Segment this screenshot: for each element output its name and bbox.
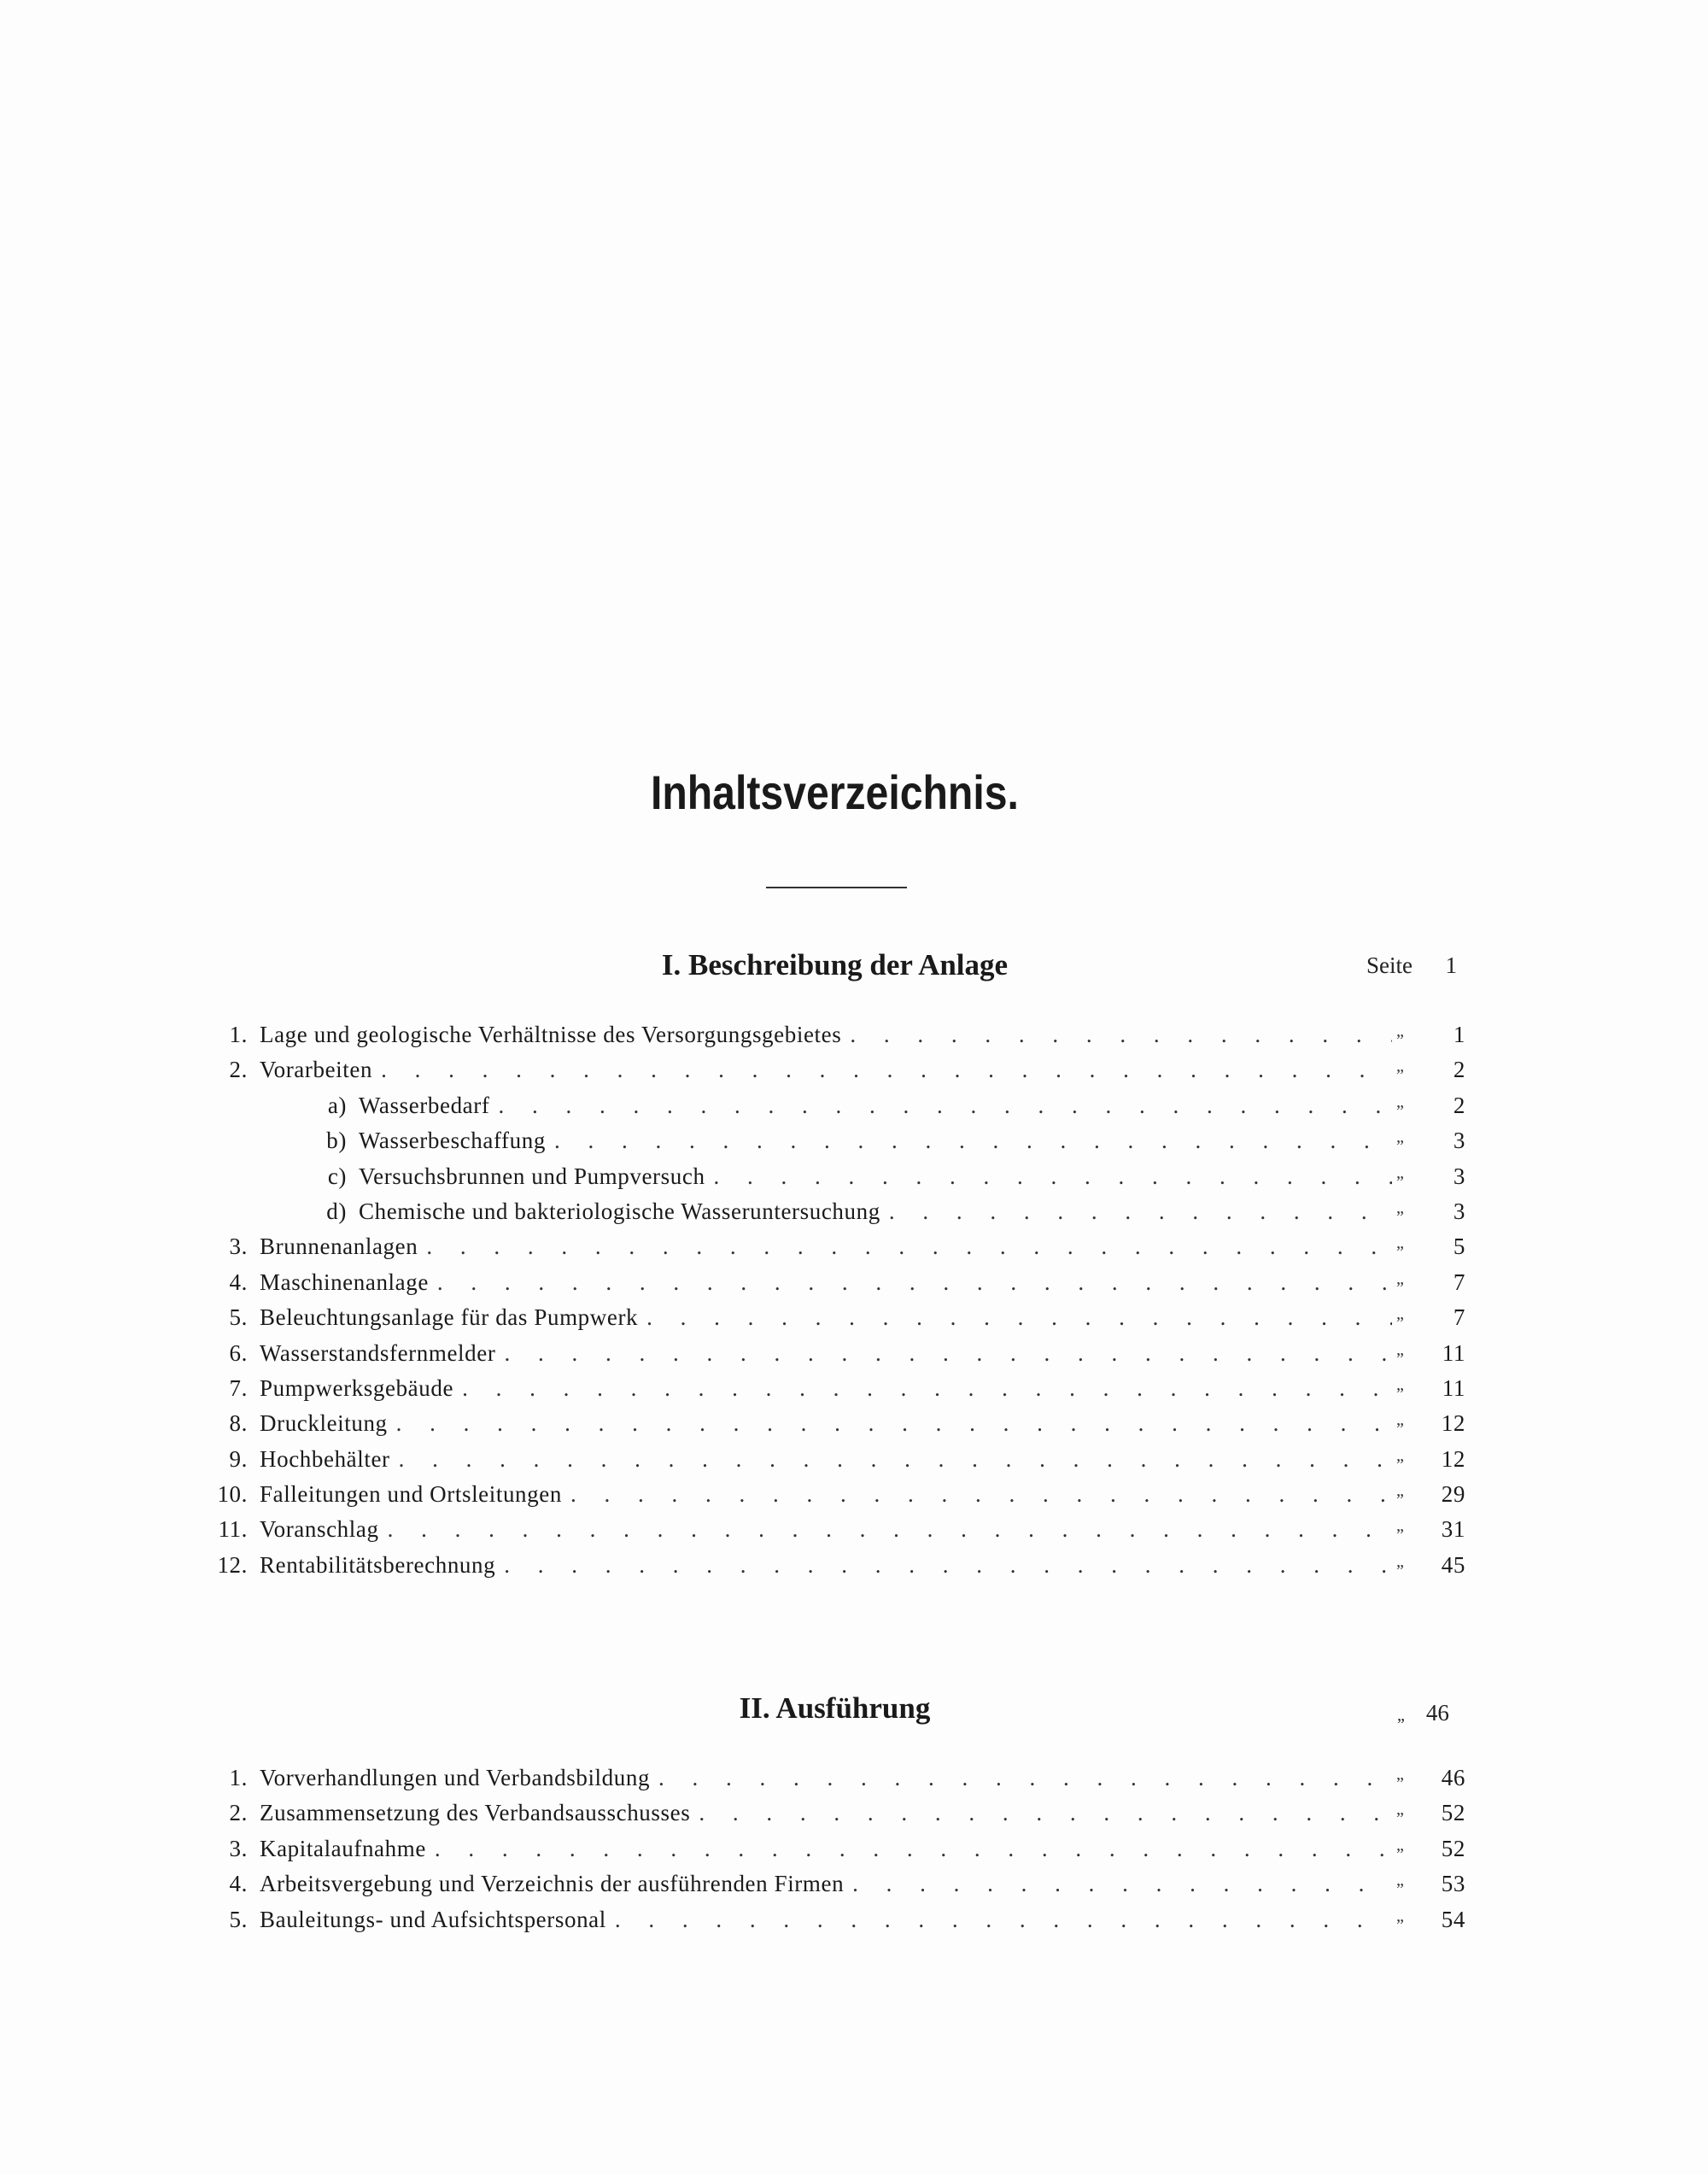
ditto-mark: „ xyxy=(1396,1871,1405,1890)
ditto-mark: „ xyxy=(1396,1057,1405,1076)
toc-entry-page: 46 xyxy=(1441,1765,1465,1790)
toc-entry xyxy=(0,1800,1708,1835)
ditto-mark: „ xyxy=(1396,1269,1405,1288)
dot-leader xyxy=(658,1765,1392,1791)
ditto-mark: „ xyxy=(1396,1516,1405,1536)
toc-entry-number: 11. xyxy=(218,1516,248,1543)
section-heading-1: I. Beschreibung der Anlage xyxy=(661,948,1009,982)
toc-entry-page: 3 xyxy=(1453,1128,1465,1154)
toc-entry-line xyxy=(359,1198,1392,1225)
section-page-number: 46 xyxy=(1425,1700,1449,1726)
dot-leader xyxy=(615,1907,1392,1933)
toc-entry-title: Arbeitsvergebung und Verzeichnis der ausführenden Firmen xyxy=(260,1871,852,1897)
toc-entry-line xyxy=(260,1800,1392,1826)
toc-entry-page: 31 xyxy=(1441,1516,1465,1543)
ditto-mark: „ xyxy=(1396,1339,1405,1359)
dot-leader xyxy=(852,1871,1392,1897)
toc-entry-line xyxy=(260,1516,1392,1543)
toc-entry-number: 7. xyxy=(229,1374,248,1401)
toc-entry-title: Vorarbeiten xyxy=(260,1057,381,1083)
toc-entry-title: Brunnenanlagen xyxy=(260,1233,426,1260)
dot-leader xyxy=(381,1057,1392,1083)
ditto-mark: „ xyxy=(1396,1304,1405,1324)
toc-entry-line xyxy=(260,1765,1392,1791)
dot-leader xyxy=(714,1163,1392,1190)
toc-entry-page: 12 xyxy=(1441,1445,1465,1472)
dot-leader xyxy=(504,1340,1392,1367)
dot-leader xyxy=(435,1836,1392,1862)
toc-entry-number: d) xyxy=(326,1198,347,1224)
toc-entry-page: 5 xyxy=(1453,1233,1465,1260)
toc-entry-page: 3 xyxy=(1453,1163,1465,1189)
toc-entry-number: 2. xyxy=(229,1800,248,1826)
toc-entry-page: 52 xyxy=(1441,1835,1465,1861)
ditto-mark: „ xyxy=(1396,1374,1405,1394)
toc-entry-title: Hochbehälter xyxy=(260,1446,399,1473)
toc-entry-number: 9. xyxy=(229,1445,248,1472)
toc-entry-title: Rentabilitätsberechnung xyxy=(260,1552,504,1579)
toc-entry xyxy=(0,1340,1708,1375)
dot-leader xyxy=(570,1481,1392,1508)
toc-entry-title: Wasserstandsfernmelder xyxy=(260,1340,504,1367)
toc-entry-title: Druckleitung xyxy=(260,1410,396,1437)
toc-entry-number: 6. xyxy=(229,1339,248,1366)
dot-leader xyxy=(399,1446,1392,1473)
ditto-mark: „ xyxy=(1396,1551,1405,1571)
toc-entry xyxy=(0,1552,1708,1587)
toc-entry-title: Bauleitungs- und Aufsichtspersonal xyxy=(260,1907,615,1933)
page-title: Inhaltsverzeichnis. xyxy=(650,765,1019,819)
toc-entry-title: Kapitalaufnahme xyxy=(260,1836,435,1862)
toc-entry-number: 4. xyxy=(229,1871,248,1897)
toc-entry xyxy=(0,1057,1708,1092)
ditto-mark: „ xyxy=(1396,1835,1405,1855)
toc-entry-line xyxy=(260,1233,1392,1260)
toc-entry-number: 4. xyxy=(229,1269,248,1295)
dot-leader xyxy=(699,1800,1392,1826)
toc-entry-line xyxy=(359,1093,1392,1119)
toc-list-section-2 xyxy=(0,1765,1708,1942)
toc-entry xyxy=(0,1304,1708,1339)
section-page-ref-1 xyxy=(1366,952,1457,979)
toc-entry-number: 10. xyxy=(217,1481,248,1508)
toc-entry-page: 53 xyxy=(1441,1871,1465,1897)
toc-entry-number: 5. xyxy=(229,1906,248,1932)
toc-entry xyxy=(0,1128,1708,1163)
toc-entry xyxy=(0,1163,1708,1198)
toc-entry-number: 3. xyxy=(229,1233,248,1260)
toc-entry-page: 29 xyxy=(1441,1481,1465,1508)
toc-entry xyxy=(0,1375,1708,1410)
toc-entry-line xyxy=(359,1128,1392,1154)
toc-entry-number: c) xyxy=(327,1163,347,1189)
toc-entry-number: 1. xyxy=(229,1022,248,1047)
toc-entry-title: Wasserbedarf xyxy=(359,1093,498,1119)
toc-entry xyxy=(0,1269,1708,1304)
toc-entry-line xyxy=(359,1163,1392,1190)
toc-entry-line xyxy=(260,1304,1392,1331)
toc-entry xyxy=(0,1765,1708,1800)
toc-entry-number: 1. xyxy=(229,1765,248,1790)
toc-entry-title: Lage und geologische Verhältnisse des Versorgungsgebietes xyxy=(260,1022,850,1048)
ditto-mark: „ xyxy=(1396,1022,1405,1040)
toc-entry-title: Versuchsbrunnen und Pumpversuch xyxy=(359,1163,714,1190)
toc-entry-line xyxy=(260,1269,1392,1296)
toc-entry-title: Beleuchtungsanlage für das Pumpwerk xyxy=(260,1304,646,1331)
toc-entry-line xyxy=(260,1340,1392,1367)
dot-leader xyxy=(889,1198,1392,1225)
ditto-mark: „ xyxy=(1396,1233,1405,1253)
toc-entry-page: 54 xyxy=(1441,1906,1465,1932)
ditto-mark: „ xyxy=(1396,1198,1405,1217)
dot-leader xyxy=(504,1552,1392,1579)
toc-entry-title: Vorverhandlungen und Verbandsbildung xyxy=(260,1765,658,1791)
section-heading-2: II. Ausführung xyxy=(739,1691,931,1725)
toc-entry xyxy=(0,1410,1708,1445)
toc-entry-page: 12 xyxy=(1441,1410,1465,1437)
ditto-mark: „ xyxy=(1396,1445,1405,1465)
toc-entry-page: 1 xyxy=(1453,1022,1465,1047)
toc-entry-number: 3. xyxy=(229,1835,248,1861)
toc-entry-number: 5. xyxy=(229,1304,248,1331)
toc-entry-line xyxy=(260,1057,1392,1083)
toc-entry-line xyxy=(260,1410,1392,1437)
toc-entry-line xyxy=(260,1836,1392,1862)
toc-entry-line xyxy=(260,1907,1392,1933)
toc-entry xyxy=(0,1022,1708,1057)
toc-entry xyxy=(0,1233,1708,1269)
toc-entry xyxy=(0,1871,1708,1906)
title-divider xyxy=(766,887,907,888)
toc-entry-page: 45 xyxy=(1441,1551,1465,1578)
toc-entry-line xyxy=(260,1022,1392,1048)
toc-entry-page: 2 xyxy=(1453,1057,1465,1083)
toc-entry-title: Pumpwerksgebäude xyxy=(260,1375,462,1402)
toc-entry-page: 7 xyxy=(1453,1269,1465,1295)
ditto-mark: „ xyxy=(1396,1092,1405,1111)
dot-leader xyxy=(646,1304,1392,1331)
dot-leader xyxy=(388,1516,1392,1543)
toc-entry-page: 2 xyxy=(1453,1092,1465,1118)
toc-entry xyxy=(0,1198,1708,1233)
ditto-mark: „ xyxy=(1396,1163,1405,1182)
toc-entry-title: Chemische und bakteriologische Wasseruntersuchung xyxy=(359,1198,889,1225)
dot-leader xyxy=(462,1375,1392,1402)
toc-entry xyxy=(0,1446,1708,1481)
toc-entry-title: Falleitungen und Ortsleitungen xyxy=(260,1481,570,1508)
toc-entry-line xyxy=(260,1871,1392,1897)
toc-entry xyxy=(0,1836,1708,1871)
toc-entry-line xyxy=(260,1375,1392,1402)
section-page-ref-2 xyxy=(1397,1700,1449,1726)
toc-entry-page: 3 xyxy=(1453,1198,1465,1224)
section-page-label: Seite xyxy=(1366,952,1413,978)
toc-entry-page: 7 xyxy=(1453,1304,1465,1331)
toc-entry-title: Wasserbeschaffung xyxy=(359,1128,554,1154)
ditto-mark: „ xyxy=(1396,1765,1405,1784)
ditto-mark: „ xyxy=(1396,1410,1405,1430)
toc-list-section-1 xyxy=(0,1022,1708,1587)
toc-entry xyxy=(0,1093,1708,1128)
toc-entry xyxy=(0,1907,1708,1942)
dot-leader xyxy=(396,1410,1392,1437)
ditto-mark: „ xyxy=(1396,1906,1405,1925)
ditto-mark: „ xyxy=(1396,1800,1405,1819)
toc-entry-number: b) xyxy=(326,1128,347,1154)
dot-leader xyxy=(426,1233,1392,1260)
ditto-mark: „ xyxy=(1396,1481,1405,1501)
toc-entry-title: Maschinenanlage xyxy=(260,1269,437,1296)
toc-entry-page: 11 xyxy=(1442,1374,1465,1401)
toc-entry-page: 52 xyxy=(1441,1800,1465,1826)
toc-entry-number: 12. xyxy=(217,1551,248,1578)
toc-entry-title: Voranschlag xyxy=(260,1516,388,1543)
toc-entry-page: 11 xyxy=(1442,1339,1465,1366)
dot-leader xyxy=(554,1128,1392,1154)
dot-leader xyxy=(498,1093,1392,1119)
section-page-label: „ xyxy=(1397,1706,1405,1725)
toc-entry-title: Zusammensetzung des Verbandsausschusses xyxy=(260,1800,699,1826)
toc-entry-number: 2. xyxy=(229,1057,248,1083)
section-page-number: 1 xyxy=(1445,952,1457,978)
toc-entry-line xyxy=(260,1481,1392,1508)
ditto-mark: „ xyxy=(1396,1128,1405,1147)
toc-entry xyxy=(0,1481,1708,1516)
toc-entry-line xyxy=(260,1446,1392,1473)
dot-leader xyxy=(437,1269,1392,1296)
dot-leader xyxy=(850,1022,1392,1048)
toc-entry xyxy=(0,1516,1708,1551)
toc-entry-number: 8. xyxy=(229,1410,248,1437)
toc-entry-number: a) xyxy=(327,1092,347,1118)
toc-entry-line xyxy=(260,1552,1392,1579)
